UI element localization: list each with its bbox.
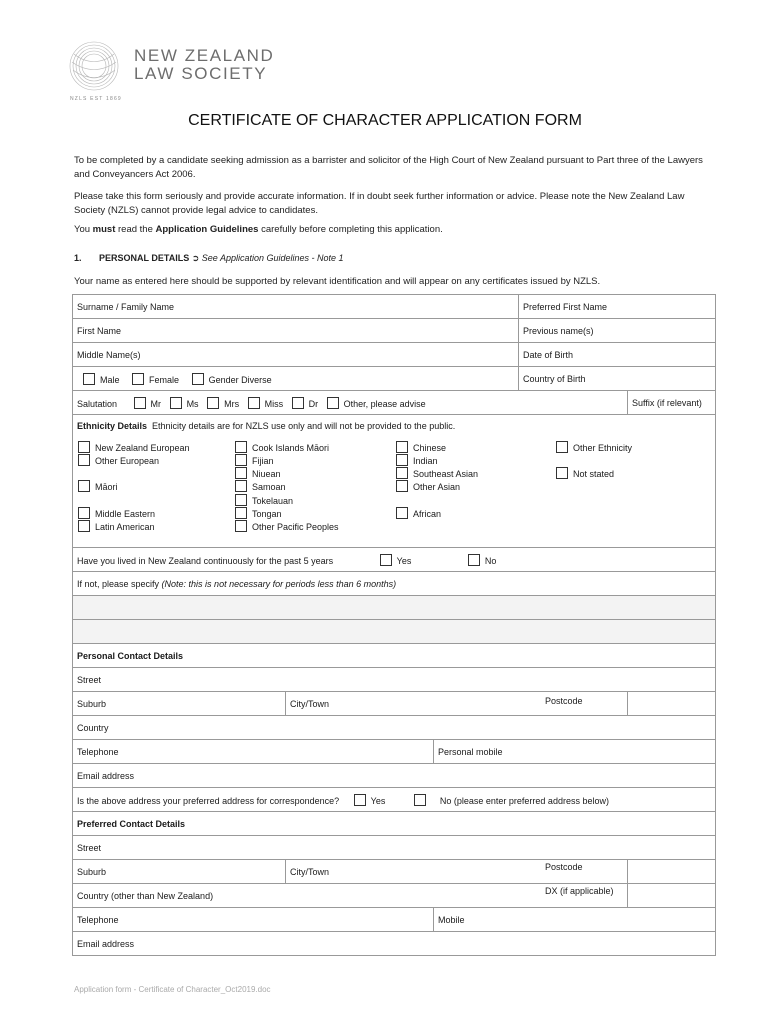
salutation-mr-label: Mr <box>150 398 162 409</box>
gender-row <box>73 367 519 391</box>
salutation-mrs-option[interactable] <box>207 397 239 409</box>
ethnicity-option[interactable] <box>78 507 155 519</box>
ethnicity-option-label: Latin American <box>95 522 155 532</box>
ethnicity-option[interactable] <box>396 441 446 453</box>
checkbox[interactable] <box>556 441 568 453</box>
preferred-street-label: Street <box>77 842 102 853</box>
preferred-first-name-label: Preferred First Name <box>523 301 608 312</box>
preferred-mobile-field[interactable] <box>434 908 716 932</box>
personal-postcode-label: Postcode <box>545 696 583 706</box>
preferred-telephone-field[interactable] <box>73 908 434 932</box>
ethnicity-option-label: Southeast Asian <box>413 469 479 479</box>
checkbox[interactable] <box>396 441 408 453</box>
section-number: 1. <box>74 253 82 263</box>
checkbox[interactable] <box>78 507 90 519</box>
salutation-row <box>73 391 628 415</box>
preferred-suburb-label: Suburb <box>77 866 107 877</box>
residency-answer-field[interactable] <box>73 596 716 620</box>
checkbox[interactable] <box>78 480 90 492</box>
ethnicity-option[interactable] <box>396 480 460 492</box>
preferred-postcode-label: Postcode <box>545 862 583 872</box>
residency-no-label: No <box>484 555 497 566</box>
ethnicity-heading <box>77 421 455 431</box>
checkbox[interactable] <box>235 480 247 492</box>
checkbox[interactable] <box>292 397 304 409</box>
checkbox[interactable] <box>396 454 408 466</box>
section-1-subtitle: Your name as entered here should be supported by relevant identification and will appear on any certificates issued by NZLS. <box>74 276 601 287</box>
ethnicity-option[interactable] <box>396 507 441 519</box>
preferred-address-question: Is the above address your preferred address for correspondence? <box>77 795 340 806</box>
checkbox[interactable] <box>396 507 408 519</box>
intro-p3-must: must <box>92 224 116 235</box>
preferred-city-label: City/Town <box>290 866 330 877</box>
first-name-field[interactable] <box>73 319 519 343</box>
ethnicity-option[interactable] <box>556 441 632 453</box>
nzls-logo-icon <box>68 40 120 92</box>
checkbox[interactable] <box>354 794 366 806</box>
salutation-label: Salutation <box>77 398 118 409</box>
checkbox[interactable] <box>78 454 90 466</box>
residency-specify-note: (Note: this is not necessary for periods less than 6 months) <box>161 578 397 589</box>
personal-street-label: Street <box>77 674 102 685</box>
personal-city-label: City/Town <box>290 698 330 709</box>
ethnicity-option[interactable] <box>235 520 339 532</box>
logo-line-1: NEW ZEALAND <box>134 46 275 65</box>
arrow-icon: ➲ <box>191 253 200 263</box>
ethnicity-option-label: Cook Islands Māori <box>252 443 330 453</box>
ethnicity-option[interactable] <box>235 494 293 506</box>
checkbox[interactable] <box>414 794 426 806</box>
preferred-postcode-field[interactable] <box>628 860 716 884</box>
residency-question: Have you lived in New Zealand continuously for the past 5 years <box>77 555 334 566</box>
ethnicity-option-label: Samoan <box>252 482 286 492</box>
salutation-ms-option[interactable] <box>170 397 199 409</box>
salutation-mr-option[interactable] <box>134 397 162 409</box>
ethnicity-option-label: Niuean <box>252 469 281 479</box>
intro-p3-mid: read the <box>115 224 156 235</box>
checkbox[interactable] <box>396 480 408 492</box>
country-of-birth-label: Country of Birth <box>523 373 586 384</box>
ethnicity-option-label: Chinese <box>413 443 447 453</box>
first-name-label: First Name <box>77 325 122 336</box>
personal-email-label: Email address <box>77 770 135 781</box>
surname-label: Surname / Family Name <box>77 301 175 312</box>
intro-paragraph-3 <box>74 223 714 237</box>
personal-suburb-field[interactable] <box>73 692 286 716</box>
middle-names-field[interactable] <box>73 343 519 367</box>
section-1-heading <box>74 253 344 264</box>
ethnicity-option[interactable] <box>78 520 155 532</box>
preferred-address-yes-option[interactable] <box>354 794 386 806</box>
personal-mobile-field[interactable] <box>434 740 716 764</box>
ethnicity-option[interactable] <box>78 454 159 466</box>
residency-specify-label: If not, please specify <box>77 578 162 589</box>
ethnicity-option[interactable] <box>78 480 118 492</box>
suffix-label: Suffix (if relevant) <box>632 397 702 408</box>
ethnicity-option-label: Fijian <box>252 456 274 466</box>
intro-paragraph-1: To be completed by a candidate seeking admission as a barrister and solicitor of the High Court of New Zealand pursuant to Part three of the Lawyers and Conveyancers Act 2006. <box>74 155 703 180</box>
ethnicity-option[interactable] <box>78 441 190 453</box>
checkbox[interactable] <box>235 441 247 453</box>
preferred-address-no-option[interactable] <box>414 794 609 806</box>
personal-telephone-field[interactable] <box>73 740 434 764</box>
preferred-contact-heading-text: Preferred Contact Details <box>77 818 186 829</box>
salutation-mrs-label: Mrs <box>224 398 240 409</box>
logo-line-2: LAW SOCIETY <box>134 64 268 83</box>
residency-row <box>73 548 716 572</box>
personal-telephone-label: Telephone <box>77 746 119 757</box>
personal-postcode-field[interactable] <box>628 692 716 716</box>
preferred-address-yes-label: Yes <box>370 795 386 806</box>
personal-country-label: Country <box>77 722 109 733</box>
residency-answer-field[interactable] <box>73 620 716 644</box>
ethnicity-option-label: Tokelauan <box>252 496 294 506</box>
suffix-field[interactable] <box>628 391 716 415</box>
preferred-first-name-field[interactable] <box>519 295 716 319</box>
preferred-country-label: Country (other than New Zealand) <box>77 890 214 901</box>
checkbox[interactable] <box>83 373 95 385</box>
salutation-other-option[interactable] <box>327 397 426 409</box>
checkbox[interactable] <box>235 454 247 466</box>
preferred-suburb-field[interactable] <box>73 860 286 884</box>
ethnicity-option[interactable] <box>396 454 438 466</box>
preferred-email-field[interactable] <box>73 932 716 956</box>
ethnicity-option-label: Other Asian <box>413 482 461 492</box>
preferred-address-no-label: No (please enter preferred address below) <box>439 795 609 806</box>
salutation-dr-option[interactable] <box>292 397 319 409</box>
ethnicity-option-label: Other Pacific Peoples <box>252 522 339 532</box>
ethnicity-option[interactable] <box>235 454 274 466</box>
checkbox[interactable] <box>235 467 247 479</box>
preferred-dx-field[interactable] <box>628 884 716 908</box>
nzls-logo <box>68 40 288 104</box>
preferred-address-row <box>73 788 716 812</box>
preferred-email-label: Email address <box>77 938 135 949</box>
intro-p3-guidelines: Application Guidelines <box>155 224 259 235</box>
gender-female-option[interactable] <box>132 373 179 385</box>
preferred-contact-heading <box>73 812 716 836</box>
gender-diverse-option[interactable] <box>192 373 272 385</box>
ethnicity-heading-bold: Ethnicity Details <box>77 421 148 431</box>
preferred-mobile-label: Mobile <box>438 914 465 925</box>
personal-email-field[interactable] <box>73 764 716 788</box>
preferred-dx-label: DX (if applicable) <box>545 886 614 896</box>
salutation-miss-option[interactable] <box>248 397 284 409</box>
surname-field[interactable] <box>73 295 519 319</box>
preferred-telephone-label: Telephone <box>77 914 119 925</box>
intro-p3-pre: You <box>74 224 93 235</box>
personal-suburb-label: Suburb <box>77 698 107 709</box>
intro-p3-post: carefully before completing this application. <box>258 224 443 235</box>
salutation-ms-label: Ms <box>186 398 199 409</box>
logo-established: NZLS EST 1869 <box>70 96 122 102</box>
checkbox[interactable] <box>468 554 480 566</box>
salutation-other-label: Other, please advise <box>343 398 426 409</box>
personal-contact-heading <box>73 644 716 668</box>
checkbox[interactable] <box>78 441 90 453</box>
ethnicity-section <box>73 415 716 548</box>
gender-male-option[interactable] <box>83 373 120 385</box>
ethnicity-option-label: Not stated <box>573 469 615 479</box>
checkbox[interactable] <box>396 467 408 479</box>
ethnicity-option-label: Other Ethnicity <box>573 443 633 453</box>
ethnicity-option-label: African <box>413 509 442 519</box>
ethnicity-option[interactable] <box>396 467 478 479</box>
middle-names-label: Middle Name(s) <box>77 349 141 360</box>
date-of-birth-label: Date of Birth <box>523 349 574 360</box>
residency-specify-row[interactable] <box>73 572 716 596</box>
date-of-birth-field[interactable] <box>519 343 716 367</box>
personal-mobile-label: Personal mobile <box>438 746 503 757</box>
checkbox[interactable] <box>556 467 568 479</box>
previous-names-label: Previous name(s) <box>523 325 594 336</box>
previous-names-field[interactable] <box>519 319 716 343</box>
checkbox[interactable] <box>134 397 146 409</box>
preferred-street-field[interactable] <box>73 836 716 860</box>
section-note: See Application Guidelines - Note 1 <box>201 253 344 263</box>
ethnicity-heading-note: Ethnicity details are for NZLS use only and will not be provided to the public. <box>152 421 456 431</box>
ethnicity-option-label: Māori <box>95 482 118 492</box>
salutation-dr-label: Dr <box>308 398 319 409</box>
gender-diverse-label: Gender Diverse <box>208 374 272 385</box>
checkbox[interactable] <box>235 520 247 532</box>
ethnicity-option[interactable] <box>235 467 281 479</box>
salutation-miss-label: Miss <box>264 398 284 409</box>
checkbox[interactable] <box>192 373 204 385</box>
checkbox[interactable] <box>248 397 260 409</box>
ethnicity-option-label: Middle Eastern <box>95 509 156 519</box>
residency-yes-label: Yes <box>396 555 412 566</box>
intro-paragraph-2: Please take this form seriously and provide accurate information. If in doubt seek further information or advice. Please note the New Zealand Law Society (NZLS) cannot provide legal advice to candidates. <box>74 191 685 216</box>
checkbox[interactable] <box>235 494 247 506</box>
ethnicity-option[interactable] <box>235 480 286 492</box>
personal-country-field[interactable] <box>73 716 716 740</box>
checkbox[interactable] <box>132 373 144 385</box>
ethnicity-option[interactable] <box>235 441 329 453</box>
checkbox[interactable] <box>235 507 247 519</box>
residency-yes-option[interactable] <box>380 554 412 566</box>
checkbox[interactable] <box>78 520 90 532</box>
country-of-birth-field[interactable] <box>519 367 716 391</box>
footer-filename: Application form - Certificate of Character_Oct2019.doc <box>74 985 271 994</box>
checkbox[interactable] <box>207 397 219 409</box>
gender-female-label: Female <box>149 374 180 385</box>
personal-street-field[interactable] <box>73 668 716 692</box>
application-form-table <box>72 294 716 956</box>
gender-male-label: Male <box>100 374 120 385</box>
ethnicity-option-label: Indian <box>413 456 438 466</box>
residency-no-option[interactable] <box>468 554 497 566</box>
ethnicity-option-label: Other European <box>95 456 160 466</box>
checkbox[interactable] <box>170 397 182 409</box>
checkbox[interactable] <box>327 397 339 409</box>
ethnicity-option-label: Tongan <box>252 509 282 519</box>
section-title: PERSONAL DETAILS <box>99 253 190 263</box>
checkbox[interactable] <box>380 554 392 566</box>
ethnicity-option-label: New Zealand European <box>95 443 190 453</box>
ethnicity-option[interactable] <box>556 467 614 479</box>
form-title: CERTIFICATE OF CHARACTER APPLICATION FORM <box>188 112 582 129</box>
personal-contact-heading-text: Personal Contact Details <box>77 650 184 661</box>
ethnicity-option[interactable] <box>235 507 282 519</box>
